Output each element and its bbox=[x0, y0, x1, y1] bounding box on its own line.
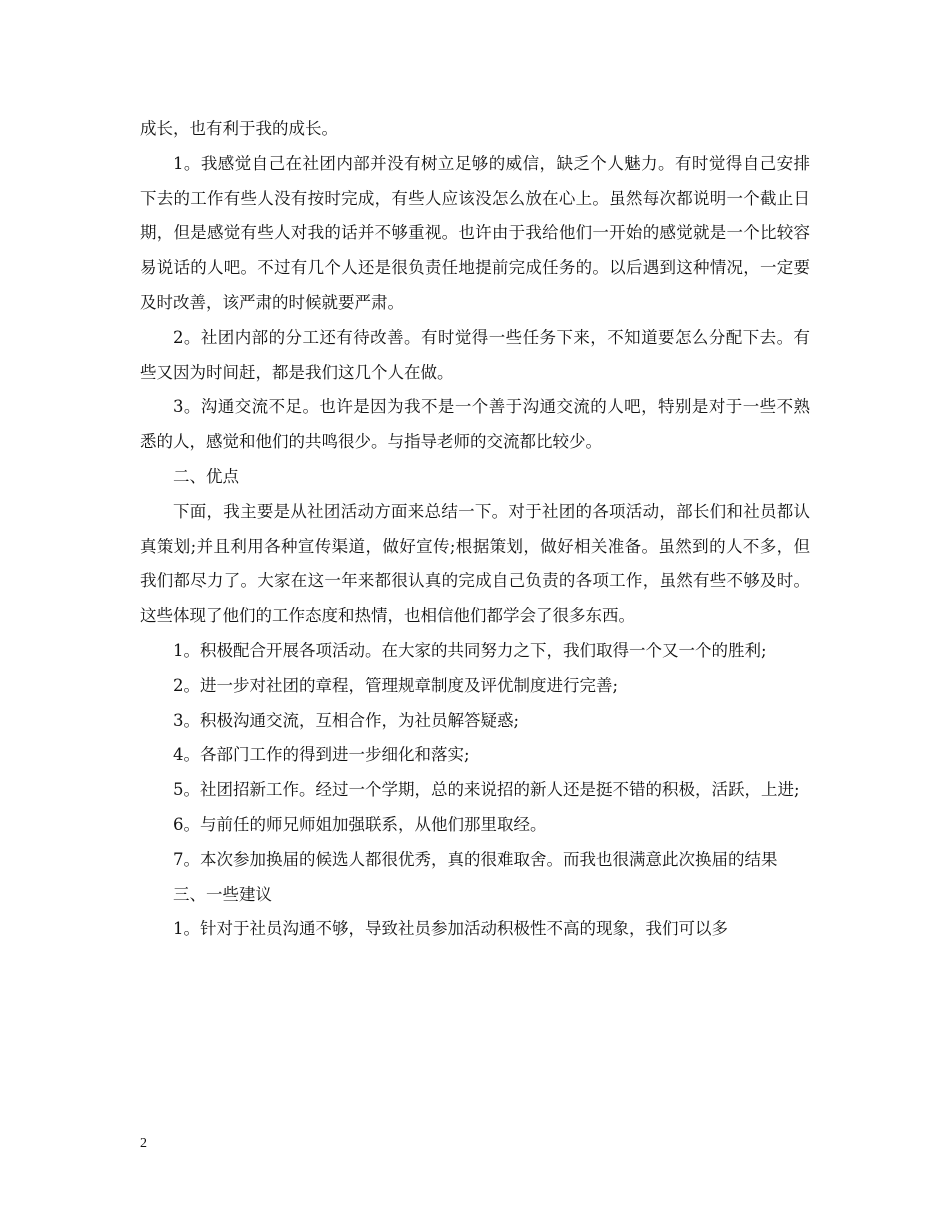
list-item: 1。积极配合开展各项活动。在大家的共同努力之下，我们取得一个又一个的胜利; bbox=[173, 640, 767, 660]
document-body bbox=[140, 112, 810, 947]
paragraph: 下面，我主要是从社团活动方面来总结一下。对于社团的各项活动，部长们和社员都认真策划;并且利用各种宣传渠道，做好宣传;根据策划，做好相关准备。虽然到的人不多，但我们都尽力了。大家在这一年来都很认真的完成自己负责的各项工作，虽然有些不够及时。这些体现了他们的工作态度和热情，也相信他们都学会了很多东西。 bbox=[140, 501, 810, 626]
list-item: 5。社团招新工作。经过一个学期，总的来说招的新人还是挺不错的积极，活跃，上进; bbox=[173, 780, 800, 800]
list-item: 3。积极沟通交流，互相合作，为社员解答疑惑; bbox=[173, 710, 520, 730]
paragraph: 成长，也有利于我的成长。 bbox=[140, 119, 338, 138]
section-heading: 二、优点 bbox=[173, 466, 239, 486]
page-number: 2 bbox=[140, 1136, 147, 1151]
list-item: 4。各部门工作的得到进一步细化和落实; bbox=[173, 745, 470, 765]
list-item: 1。针对于社员沟通不够，导致社员参加活动积极性不高的现象，我们可以多 bbox=[173, 919, 728, 939]
paragraph: 1。我感觉自己在社团内部并没有树立足够的威信，缺乏个人魅力。有时觉得自己安排下去的工作有些人没有按时完成，有些人应该没怎么放在心上。虽然每次都说明一个截止日期，但是感觉有些人对我的话并不够重视。也许由于我给他们一开始的感觉就是一个比较容易说话的人吧。不过有几个人还是很负责任地提前完成任务的。以后遇到这种情况，一定要及时改善，该严肃的时候就要严肃。 bbox=[140, 153, 810, 312]
list-item: 6。与前任的师兄师姐加强联系，从他们那里取经。 bbox=[173, 814, 547, 834]
paragraph: 2。社团内部的分工还有待改善。有时觉得一些任务下来，不知道要怎么分配下去。有些又因为时间赶，都是我们这几个人在做。 bbox=[140, 327, 810, 382]
list-item: 2。进一步对社团的章程，管理规章制度及评优制度进行完善; bbox=[173, 675, 619, 695]
paragraph: 3。沟通交流不足。也许是因为我不是一个善于沟通交流的人吧，特别是对于一些不熟悉的人，感觉和他们的共鸣很少。与指导老师的交流都比较少。 bbox=[140, 397, 810, 452]
section-heading: 三、一些建议 bbox=[173, 884, 272, 904]
list-item: 7。本次参加换届的候选人都很优秀，真的很难取舍。而我也很满意此次换届的结果 bbox=[173, 849, 778, 869]
